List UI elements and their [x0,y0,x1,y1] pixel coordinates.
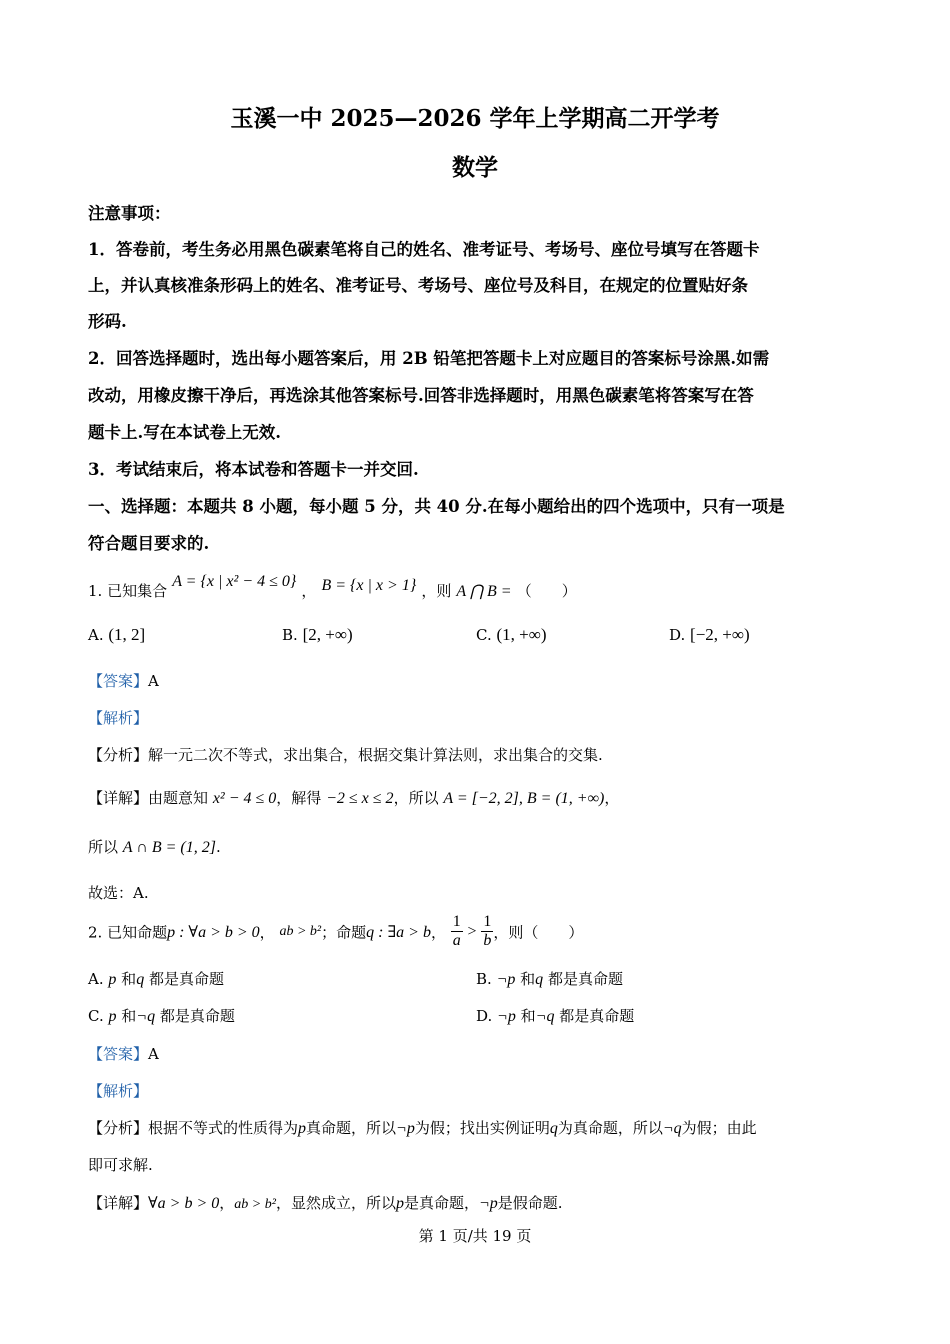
q1-then: ，则 [421,582,452,600]
q2-prefix: 2. 已知命题 [88,923,168,942]
notice-item1-line2: 上，并认真核准条形码上的姓名、准考证号、考场号、座位号及科目，在规定的位置贴好条 [88,276,748,295]
q2-option-c: C. p 和¬q 都是真命题 [88,1007,235,1025]
q2-answer [88,1043,159,1064]
answer-tag: 【答案】 [88,672,149,690]
q2-proposition-q: q : ∃a > b [366,923,431,941]
question-1-stem [88,573,577,601]
q1-option-d: D. [−2, +∞) [669,625,750,644]
q1-prefix: 1. 已知集合 [88,582,168,600]
q1-answer-paren: （ ） [516,582,577,600]
q2-option-d: D. ¬p 和¬q 都是真命题 [476,1007,635,1025]
q1-option-c: C. (1, +∞) [476,625,547,644]
q2-fenxi-line1: 【分析】根据不等式的性质得为p真命题，所以¬p为假；找出实例证明q为真命题，所以¬q为假；由此 [88,1119,757,1137]
notice-item2-line3: 题卡上.写在本试卷上无效. [88,423,281,442]
q1-detail: 【详解】由题意知 x² − 4 ≤ 0，解得 −2 ≤ x ≤ 2，所以 A = [−2, 2], B = (1, +∞)， [88,789,620,807]
answer-tag: 【答案】 [88,1045,149,1063]
q1-comma: ， [301,582,317,600]
subject-title: 数学 [452,154,498,181]
q2-fraction-1-over-b: $\frac{1}{b}$ [483,913,492,950]
q1-set-a: A = {x | x² − 4 ≤ 0} [172,573,297,590]
section1-heading-line1: 一、选择题：本题共 8 小题，每小题 5 分，共 40 分.在每小题给出的四个选项中，只有一项是 [88,497,785,516]
exam-title: 玉溪一中 2025—2026 学年上学期高二开学考 [230,105,720,132]
notice-heading: 注意事项： [88,204,171,223]
notice-item3: 3．考试结束后，将本试卷和答题卡一并交回. [88,460,419,479]
notice-item2-line2: 改动，用橡皮擦干净后，再选涂其他答案标号.回答非选择题时，用黑色碳素笔将答案写在答 [88,386,754,405]
q1-answer [88,670,159,691]
q1-conclusion: 所以 A ∩ B = (1, 2]. [88,838,221,856]
q2-analysis-tag: 【解析】 [88,1082,149,1100]
q1-fenxi: 【分析】解一元二次不等式，求出集合，根据交集计算法则，求出集合的交集. [88,746,603,764]
q1-set-b: B = {x | x > 1} [321,577,417,594]
page-number: 第 1 页/共 19 页 [418,1227,532,1245]
notice-item1-line3: 形码. [88,312,127,331]
answer-value: A [148,672,159,690]
q2-proposition-p: p : ∀a > b > 0 [167,923,260,941]
notice-item1-line1: 1．答卷前，考生务必用黑色碳素笔将自己的姓名、准考证号、考场号、座位号填写在答题卡 [88,240,760,259]
q2-option-a: A. p 和q 都是真命题 [88,970,224,988]
section1-heading-line2: 符合题目要求的. [88,534,210,553]
q1-option-b: B. [2, +∞) [282,625,353,644]
q2-detail: 【详解】∀a > b > 0，ab > b²，显然成立，所以p是真命题，¬p是假命题. [88,1194,563,1212]
q2-option-b: B. ¬p 和q 都是真命题 [476,970,623,988]
notice-item2-line1: 2．回答选择题时，选出每小题答案后，用 2B 铅笔把答题卡上对应题目的答案标号涂黑.如需 [88,349,770,368]
q2-fraction-1-over-a: $\frac{1}{a}$ [452,913,461,950]
q1-option-a: A. (1, 2] [88,625,146,644]
answer-value: A [148,1045,159,1063]
q1-analysis-tag: 【解析】 [88,709,149,727]
q2-fenxi-line2: 即可求解. [88,1156,153,1174]
question-2-stem: 2. 已知命题p : ∀a > b > 0， ab > b²；命题q : ∃a > b， $\frac{1}{a}$ > $\frac{1}{b}$ ，则（ ） [88,913,584,950]
q1-choose: 故选：A. [88,884,149,902]
q1-expression: A ⋂ B = [456,583,512,600]
q2-p-inequality: ab > b² [279,923,322,939]
